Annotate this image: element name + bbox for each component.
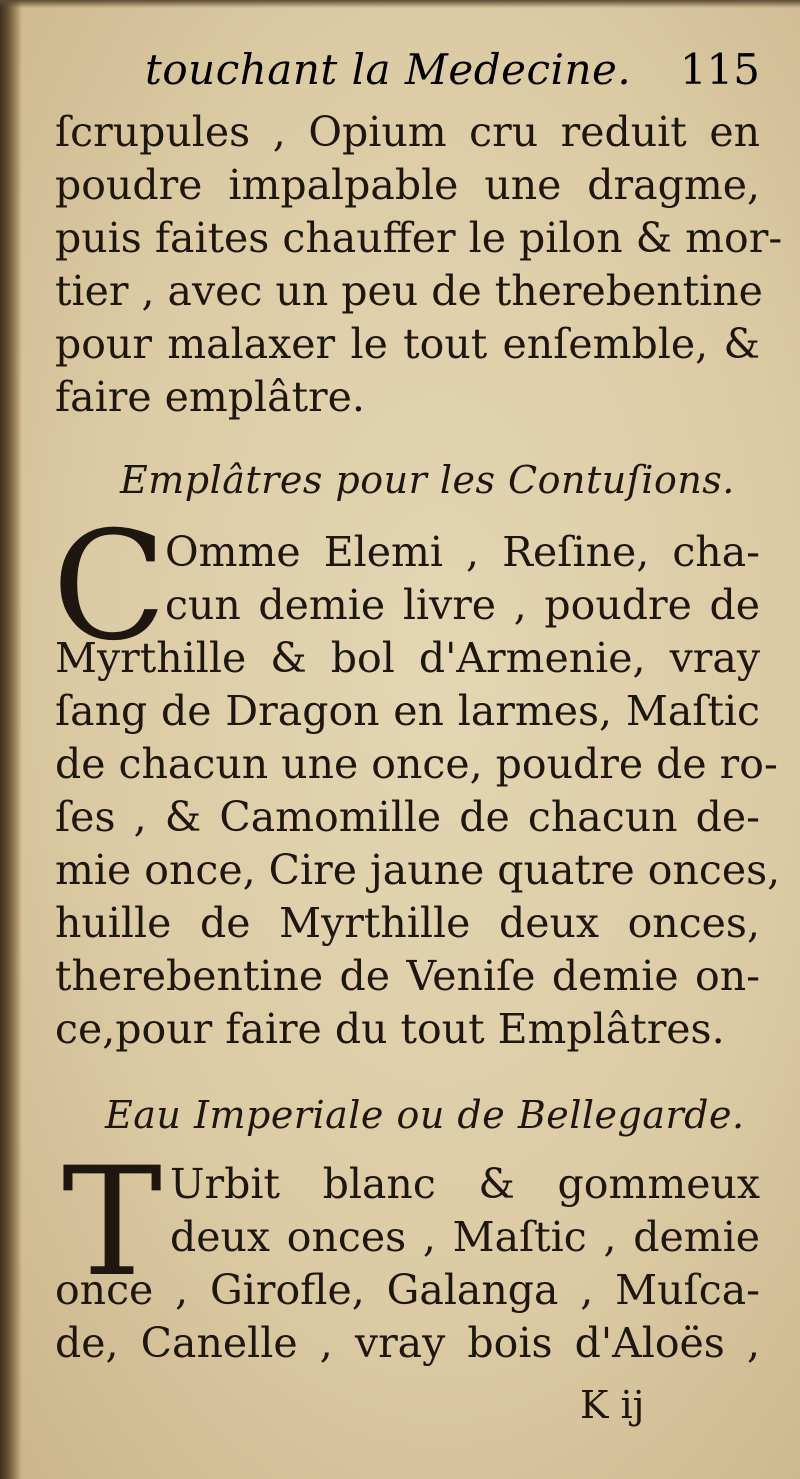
text-line: Omme Elemi , Reſine, cha- [165, 528, 760, 576]
text-line: ce,pour faire du tout Emplâtres. [55, 1005, 725, 1053]
page-number: 115 [679, 45, 760, 94]
text-line: ſang de Dragon en larmes, Maſtic [55, 687, 760, 735]
page-header [145, 45, 760, 105]
running-head: touchant la Medecine. [145, 45, 632, 94]
drop-capital: C [52, 500, 167, 674]
text-line: puis faites chauffer le pilon & mor- [55, 214, 783, 262]
text-line: Myrthille & bol d'Armenie, vray [55, 634, 760, 682]
text-line: de chacun une once, poudre de ro- [55, 740, 778, 788]
text-line: Urbit blanc & gommeux [170, 1160, 760, 1208]
text-line: mie once, Cire jaune quatre onces, [55, 846, 781, 894]
signature-mark: K ij [580, 1383, 645, 1427]
text-line: cun demie livre , poudre de [165, 581, 760, 629]
text-line: therebentine de Veniſe demie on- [55, 952, 760, 1000]
text-line: huille de Myrthille deux onces, [55, 899, 760, 947]
page-top-edge [0, 0, 800, 8]
text-line: poudre impalpable une dragme, [55, 161, 760, 209]
text-line: ſcrupules , Opium cru reduit en [55, 108, 760, 156]
text-line: faire emplâtre. [55, 373, 365, 421]
text-line: de, Canelle , vray bois d'Aloës , [55, 1319, 760, 1367]
section-heading: Emplâtres pour les Contuſions. [120, 458, 735, 502]
section-heading: Eau Imperiale ou de Bellegarde. [105, 1093, 745, 1137]
text-line: ſes , & Camomille de chacun de- [55, 793, 760, 841]
drop-capital: T [62, 1136, 163, 1310]
text-line: deux onces , Maſtic , demie [170, 1213, 760, 1261]
text-line: once , Girofle, Galanga , Muſca- [55, 1266, 760, 1314]
text-line: pour malaxer le tout enſemble, & [55, 320, 760, 368]
text-line: tier , avec un peu de therebentine [55, 267, 763, 315]
book-spine-shadow [0, 0, 22, 1479]
